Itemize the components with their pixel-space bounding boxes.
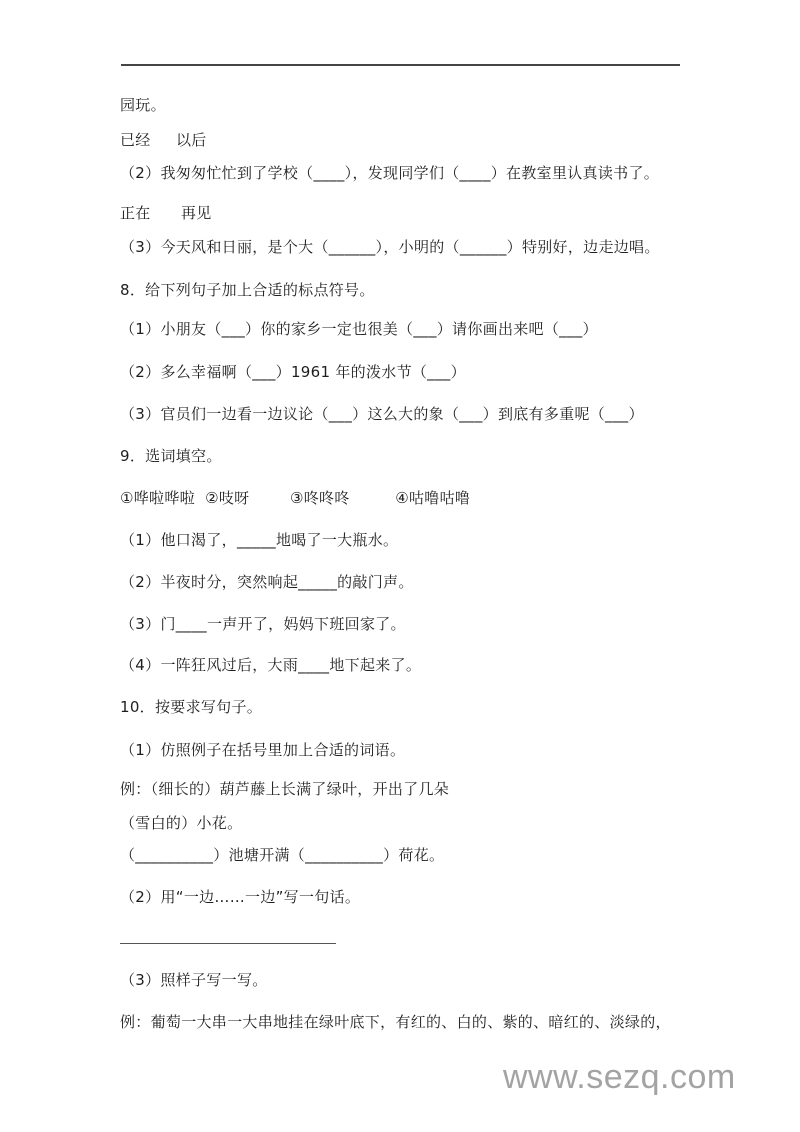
text-line-q9-options: ①哗啦哗啦 ②吱呀 ③咚咚咚 ④咕噜咕噜: [120, 489, 471, 507]
text-line-q10-1-ex-b: （雪白的）小花。: [120, 814, 243, 832]
text-line-q7-3-words: 正在 再见: [120, 204, 212, 222]
text-line-q10-2: （2）用“一边……一边”写一句话。: [120, 888, 361, 906]
text-line-q8-1: （1）小朋友（___）你的家乡一定也很美（___）请你画出来吧（___）: [120, 320, 598, 338]
text-line-q8-3: （3）官员们一边看一边议论（___）这么大的象（___）到底有多重呢（___）: [120, 405, 644, 423]
text-line-q8-title: 8．给下列句子加上合适的标点符号。: [120, 281, 375, 299]
text-line-q7-2-words: 已经 以后: [120, 131, 207, 149]
header-rule: [121, 64, 680, 66]
text-line-cont: 园玩。: [120, 96, 166, 114]
text-line-q9-1: （1）他口渴了，_____地喝了一大瓶水。: [120, 531, 399, 549]
text-line-q10-1-task: （__________）池塘开满（__________）荷花。: [120, 846, 445, 864]
text-line-q10-3-ex: 例：葡萄一大串一大串地挂在绿叶底下，有红的、白的、紫的、暗红的、淡绿的，: [120, 1013, 671, 1031]
text-line-q7-3: （3）今天风和日丽，是个大（______），小明的（______）特别好，边走边唱。: [120, 238, 660, 256]
text-line-q9-4: （4）一阵狂风过后，大雨____地下起来了。: [120, 656, 422, 674]
text-line-q10-1-ex-a: 例：（细长的）葫芦藤上长满了绿叶，开出了几朵: [120, 780, 450, 798]
text-line-q10-title: 10．按要求写句子。: [120, 698, 263, 716]
watermark: www.sezq.com: [503, 1058, 736, 1096]
text-line-q9-3: （3）门____一声开了，妈妈下班回家了。: [120, 615, 406, 633]
text-line-q7-2: （2）我匆匆忙忙到了学校（____），发现同学们（____）在教室里认真读书了。: [120, 164, 660, 182]
text-line-q9-title: 9．选词填空。: [120, 447, 222, 465]
answer-blank-line: [120, 943, 336, 944]
text-line-q9-2: （2）半夜时分，突然响起_____的敲门声。: [120, 573, 414, 591]
text-line-q10-1: （1）仿照例子在括号里加上合适的词语。: [120, 741, 406, 759]
text-line-q8-2: （2）多么幸福啊（___）1961 年的泼水节（___）: [120, 363, 466, 381]
text-line-q10-3: （3）照样子写一写。: [120, 971, 268, 989]
